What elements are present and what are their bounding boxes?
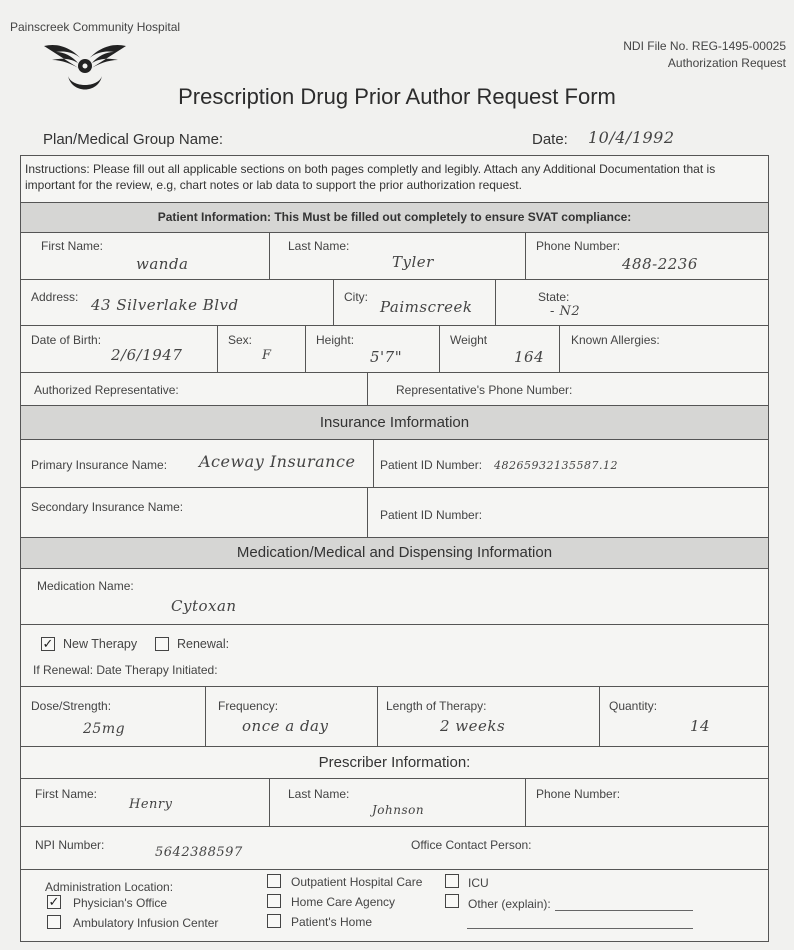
prescriber-section-header: [21, 746, 768, 778]
dose-value: 25mg: [83, 721, 126, 737]
patient-section-header: [21, 202, 768, 232]
medication-name-label: Medication Name:: [37, 579, 134, 593]
patient-section-title: Patient Information: This Must be filled out completely to ensure SVAT compliance:: [157, 210, 632, 224]
representative-row: [21, 372, 768, 405]
renewal-checkbox[interactable]: [155, 637, 169, 651]
therapy-type-row: [21, 624, 768, 686]
prescriber-first-name-value: Henry: [129, 797, 173, 812]
insurance-section-header: [21, 405, 768, 439]
secondary-insurance-label: Secondary Insurance Name:: [31, 500, 184, 514]
medication-name-value: Cytoxan: [171, 597, 237, 615]
phone-value: 488-2236: [622, 255, 698, 273]
administration-label: Administration Location:: [45, 880, 174, 894]
address-cell[interactable]: [21, 280, 333, 325]
patients-home-checkbox[interactable]: [267, 914, 281, 928]
patient-phone-cell[interactable]: [525, 233, 768, 279]
npi-row: [21, 826, 768, 869]
date-value[interactable]: 10/4/1992: [588, 128, 675, 147]
state-label: State:: [538, 290, 570, 304]
renewal-label: Renewal:: [177, 637, 230, 651]
npi-label: NPI Number:: [35, 838, 105, 852]
rep-phone-label: Representative's Phone Number:: [396, 383, 573, 397]
outpatient-checkbox[interactable]: [267, 874, 281, 888]
new-therapy-label: New Therapy: [63, 637, 138, 651]
other-label: Other (explain):: [468, 897, 551, 911]
dose-cell[interactable]: [21, 687, 205, 746]
date-label: Date:: [532, 131, 568, 148]
patient-last-name-cell[interactable]: [269, 233, 525, 279]
ambulatory-label: Ambulatory Infusion Center: [73, 916, 219, 930]
last-name-value: Tyler: [392, 253, 434, 271]
rep-label: Authorized Representative:: [34, 383, 179, 397]
file-type: Authorization Request: [667, 56, 786, 70]
hospital-name: Painscreek Community Hospital: [10, 20, 181, 34]
ambulatory-checkbox[interactable]: [47, 915, 61, 929]
weight-value: 164: [514, 348, 545, 366]
dob-cell[interactable]: [21, 326, 217, 372]
prescriber-last-name-value: Johnson: [372, 803, 425, 817]
patients-home-label: Patient's Home: [291, 915, 372, 929]
patient-first-name-cell[interactable]: [21, 233, 269, 279]
length-cell[interactable]: [377, 687, 599, 746]
home-care-label: Home Care Agency: [291, 895, 396, 909]
prior-auth-form: [20, 155, 769, 942]
physicians-office-label: Physician's Office: [73, 896, 168, 910]
prescriber-first-name-label: First Name:: [35, 787, 98, 801]
office-contact-label: Office Contact Person:: [411, 838, 532, 852]
renewal-date-label: If Renewal: Date Therapy Initiated:: [33, 663, 218, 677]
file-number-block: [623, 38, 786, 72]
npi-value: 5642388597: [155, 845, 243, 860]
other-explain-line-2[interactable]: [467, 928, 693, 929]
primary-insurance-label: Primary Insurance Name:: [31, 458, 168, 472]
frequency-value: once a day: [242, 717, 329, 735]
length-label: Length of Therapy:: [386, 699, 487, 713]
rep-phone-cell[interactable]: [367, 373, 768, 405]
icu-label: ICU: [468, 876, 489, 890]
first-name-value: wanda: [136, 255, 189, 273]
physicians-office-checkbox[interactable]: ✓: [48, 894, 60, 909]
secondary-insurance-cell[interactable]: [21, 488, 367, 537]
weight-cell[interactable]: [439, 326, 559, 372]
secondary-insurance-row: [21, 487, 768, 537]
plan-group-label: Plan/Medical Group Name:: [43, 131, 224, 148]
sex-cell[interactable]: [217, 326, 305, 372]
city-cell[interactable]: [333, 280, 495, 325]
administration-row: [21, 869, 768, 941]
frequency-label: Frequency:: [218, 699, 279, 713]
prescriber-last-name-label: Last Name:: [288, 787, 350, 801]
patient-name-row: [21, 232, 768, 279]
form-title: Prescription Drug Prior Author Request Form: [178, 84, 616, 109]
quantity-label: Quantity:: [609, 699, 658, 713]
dose-row: [21, 686, 768, 746]
outpatient-label: Outpatient Hospital Care: [291, 875, 423, 889]
dob-value: 2/6/1947: [111, 346, 183, 364]
medication-name-cell[interactable]: [21, 569, 768, 624]
patient-id-cell-2[interactable]: [367, 488, 768, 537]
medication-section-header: [21, 537, 768, 568]
sex-label: Sex:: [228, 333, 253, 347]
weight-label: Weight: [450, 333, 488, 347]
instructions-text: Instructions: Please fill out all applicable sections on both pages completly and legibly. Attach any Additional Documentation that is important for the review, e.g, chart notes or lab data to support the prior authorization request.: [25, 162, 716, 192]
patient-id-label: Patient ID Number:: [380, 458, 483, 472]
new-therapy-checkbox[interactable]: ✓: [42, 636, 54, 651]
first-name-label: First Name:: [41, 239, 104, 253]
home-care-checkbox[interactable]: [267, 894, 281, 908]
medication-name-row: [21, 568, 768, 624]
other-explain-line[interactable]: [555, 910, 693, 911]
allergies-cell[interactable]: [559, 326, 768, 372]
prescriber-first-name-cell[interactable]: [21, 779, 269, 826]
prescriber-name-row: [21, 778, 768, 826]
state-value: - N2: [550, 304, 581, 319]
quantity-cell[interactable]: [599, 687, 768, 746]
patient-vitals-row: [21, 325, 768, 372]
primary-insurance-value: Aceway Insurance: [199, 452, 356, 471]
file-number: NDI File No. REG-1495-00025: [623, 39, 786, 53]
patient-id-cell[interactable]: [373, 440, 768, 487]
instructions-row: [21, 156, 768, 202]
height-cell[interactable]: [305, 326, 439, 372]
office-contact-cell[interactable]: [401, 827, 768, 869]
frequency-cell[interactable]: [205, 687, 377, 746]
prescriber-phone-label: Phone Number:: [536, 787, 621, 801]
other-checkbox[interactable]: [445, 894, 459, 908]
height-value: 5'7": [370, 348, 403, 366]
state-cell[interactable]: [495, 280, 768, 325]
patient-address-row: [21, 279, 768, 325]
icu-checkbox[interactable]: [445, 874, 459, 888]
height-label: Height:: [316, 333, 355, 347]
patient-id-label-2: Patient ID Number:: [380, 508, 483, 522]
last-name-label: Last Name:: [288, 239, 350, 253]
prescriber-section-title: Prescriber Information:: [318, 754, 471, 771]
sex-value: F: [262, 348, 272, 363]
address-label: Address:: [31, 290, 79, 304]
primary-insurance-row: [21, 439, 768, 487]
phone-label: Phone Number:: [536, 239, 621, 253]
dob-label: Date of Birth:: [31, 333, 102, 347]
allergies-label: Known Allergies:: [571, 333, 660, 347]
insurance-section-title: Insurance Imformation: [319, 414, 470, 431]
patient-id-value: 48265932135587.12: [494, 459, 618, 472]
primary-insurance-cell[interactable]: [21, 440, 373, 487]
prescriber-last-name-cell[interactable]: [269, 779, 525, 826]
dose-label: Dose/Strength:: [31, 699, 112, 713]
address-value: 43 Silverlake Blvd: [91, 296, 239, 314]
quantity-value: 14: [690, 717, 711, 735]
prescriber-phone-cell[interactable]: [525, 779, 768, 826]
medication-section-title: Medication/Medical and Dispensing Information: [236, 544, 553, 561]
npi-cell[interactable]: [21, 827, 401, 869]
rep-cell[interactable]: [21, 373, 367, 405]
city-label: City:: [344, 290, 368, 304]
length-value: 2 weeks: [440, 717, 506, 735]
city-value: Paimscreek: [380, 298, 473, 316]
